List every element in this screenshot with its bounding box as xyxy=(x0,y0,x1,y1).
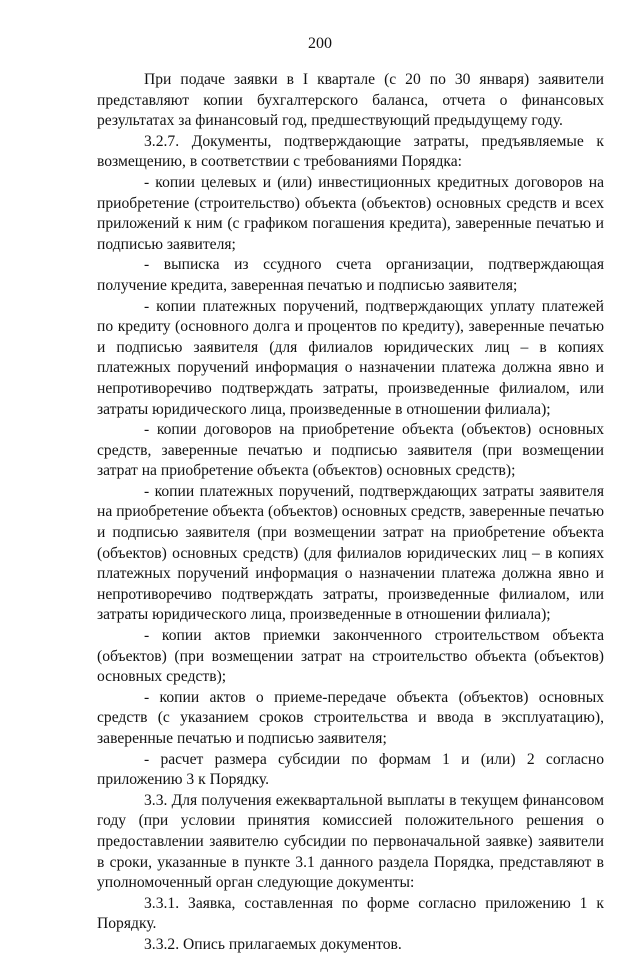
paragraph-3-3-1: 3.3.1. Заявка, составленная по форме согласно приложению 1 к Порядку. xyxy=(97,894,604,933)
document-body xyxy=(97,70,604,956)
paragraph-3-3-2: 3.3.2. Опись прилагаемых документов. xyxy=(144,935,402,953)
list-item-purchase-contracts: - копии договоров на приобретение объекта (объектов) основных средств, заверенные печатью и подписью заявителя (при возмещении затрат на приобретение объекта (объектов) основных средств); xyxy=(97,421,604,480)
page-number: 200 xyxy=(308,35,332,52)
list-item-subsidy-calculation: - расчет размера субсидии по формам 1 и (или) 2 согласно приложению 3 к Порядку. xyxy=(97,750,604,789)
list-item-construction-acceptance-acts: - копии актов приемки законченного строительством объекта (объектов) (при возмещении затрат на строительство объекта (объектов) основных средств); xyxy=(97,627,604,686)
list-item-loan-account-statement: - выписка из ссудного счета организации, подтверждающая получение кредита, заверенная печатью и подписью заявителя; xyxy=(97,256,604,294)
paragraph-financial-statements: При подаче заявки в I квартале (с 20 по 30 января) заявители представляют копии бухгалтерского баланса, отчета о финансовых результатах за финансовый год, предшествующий предыдущему году. xyxy=(97,71,604,130)
paragraph-3-3: 3.3. Для получения ежеквартальной выплаты в текущем финансовом году (при условии принятия комиссией положительного решения о предоставлении заявителю субсидии по первоначальной заявке) заявители в сроки, указанные в пункте 3.1 данного раздела Порядка, представляют в уполномоченный орган следующие документы: xyxy=(97,791,604,892)
list-item-credit-agreements: - копии целевых и (или) инвестиционных кредитных договоров на приобретение (строительство) объекта (объектов) основных средств и всех приложений к ним (с графиком погашения кредита), заверенные печатью и подписью заявителя; xyxy=(97,173,604,253)
list-item-loan-payment-orders: - копии платежных поручений, подтверждающих уплату платежей по кредиту (основного долга и процентов по кредиту), заверенные печатью и подписью заявителя (для филиалов юридических лиц – в копиях платежных поручений информация о назначении платежа должна явно и непротиворечиво подтверждать затраты, произведенные филиалом, или затраты юридического лица, произведенные в отношении филиала); xyxy=(97,297,604,418)
paragraph-3-2-7-heading: 3.2.7. Документы, подтверждающие затраты, предъявляемые к возмещению, в соответствии с требованиями Порядка: xyxy=(97,132,604,171)
list-item-purchase-payment-orders: - копии платежных поручений, подтверждающих затраты заявителя на приобретение объекта (объектов) основных средств, заверенные печатью и подписью заявителя (при возмещении затрат на приобретение объекта (объектов) основных средств) (для филиалов юридических лиц – в копиях платежных поручений информация о назначении платежа должна явно и непротиворечиво подтверждать затраты, произведенные филиалом, или затраты юридического лица, произведенные в отношении филиала); xyxy=(97,482,604,624)
list-item-transfer-acts: - копии актов о приеме-передаче объекта (объектов) основных средств (с указанием сроков строительства и ввода в эксплуатацию), заверенные печатью и подписью заявителя; xyxy=(97,688,604,747)
